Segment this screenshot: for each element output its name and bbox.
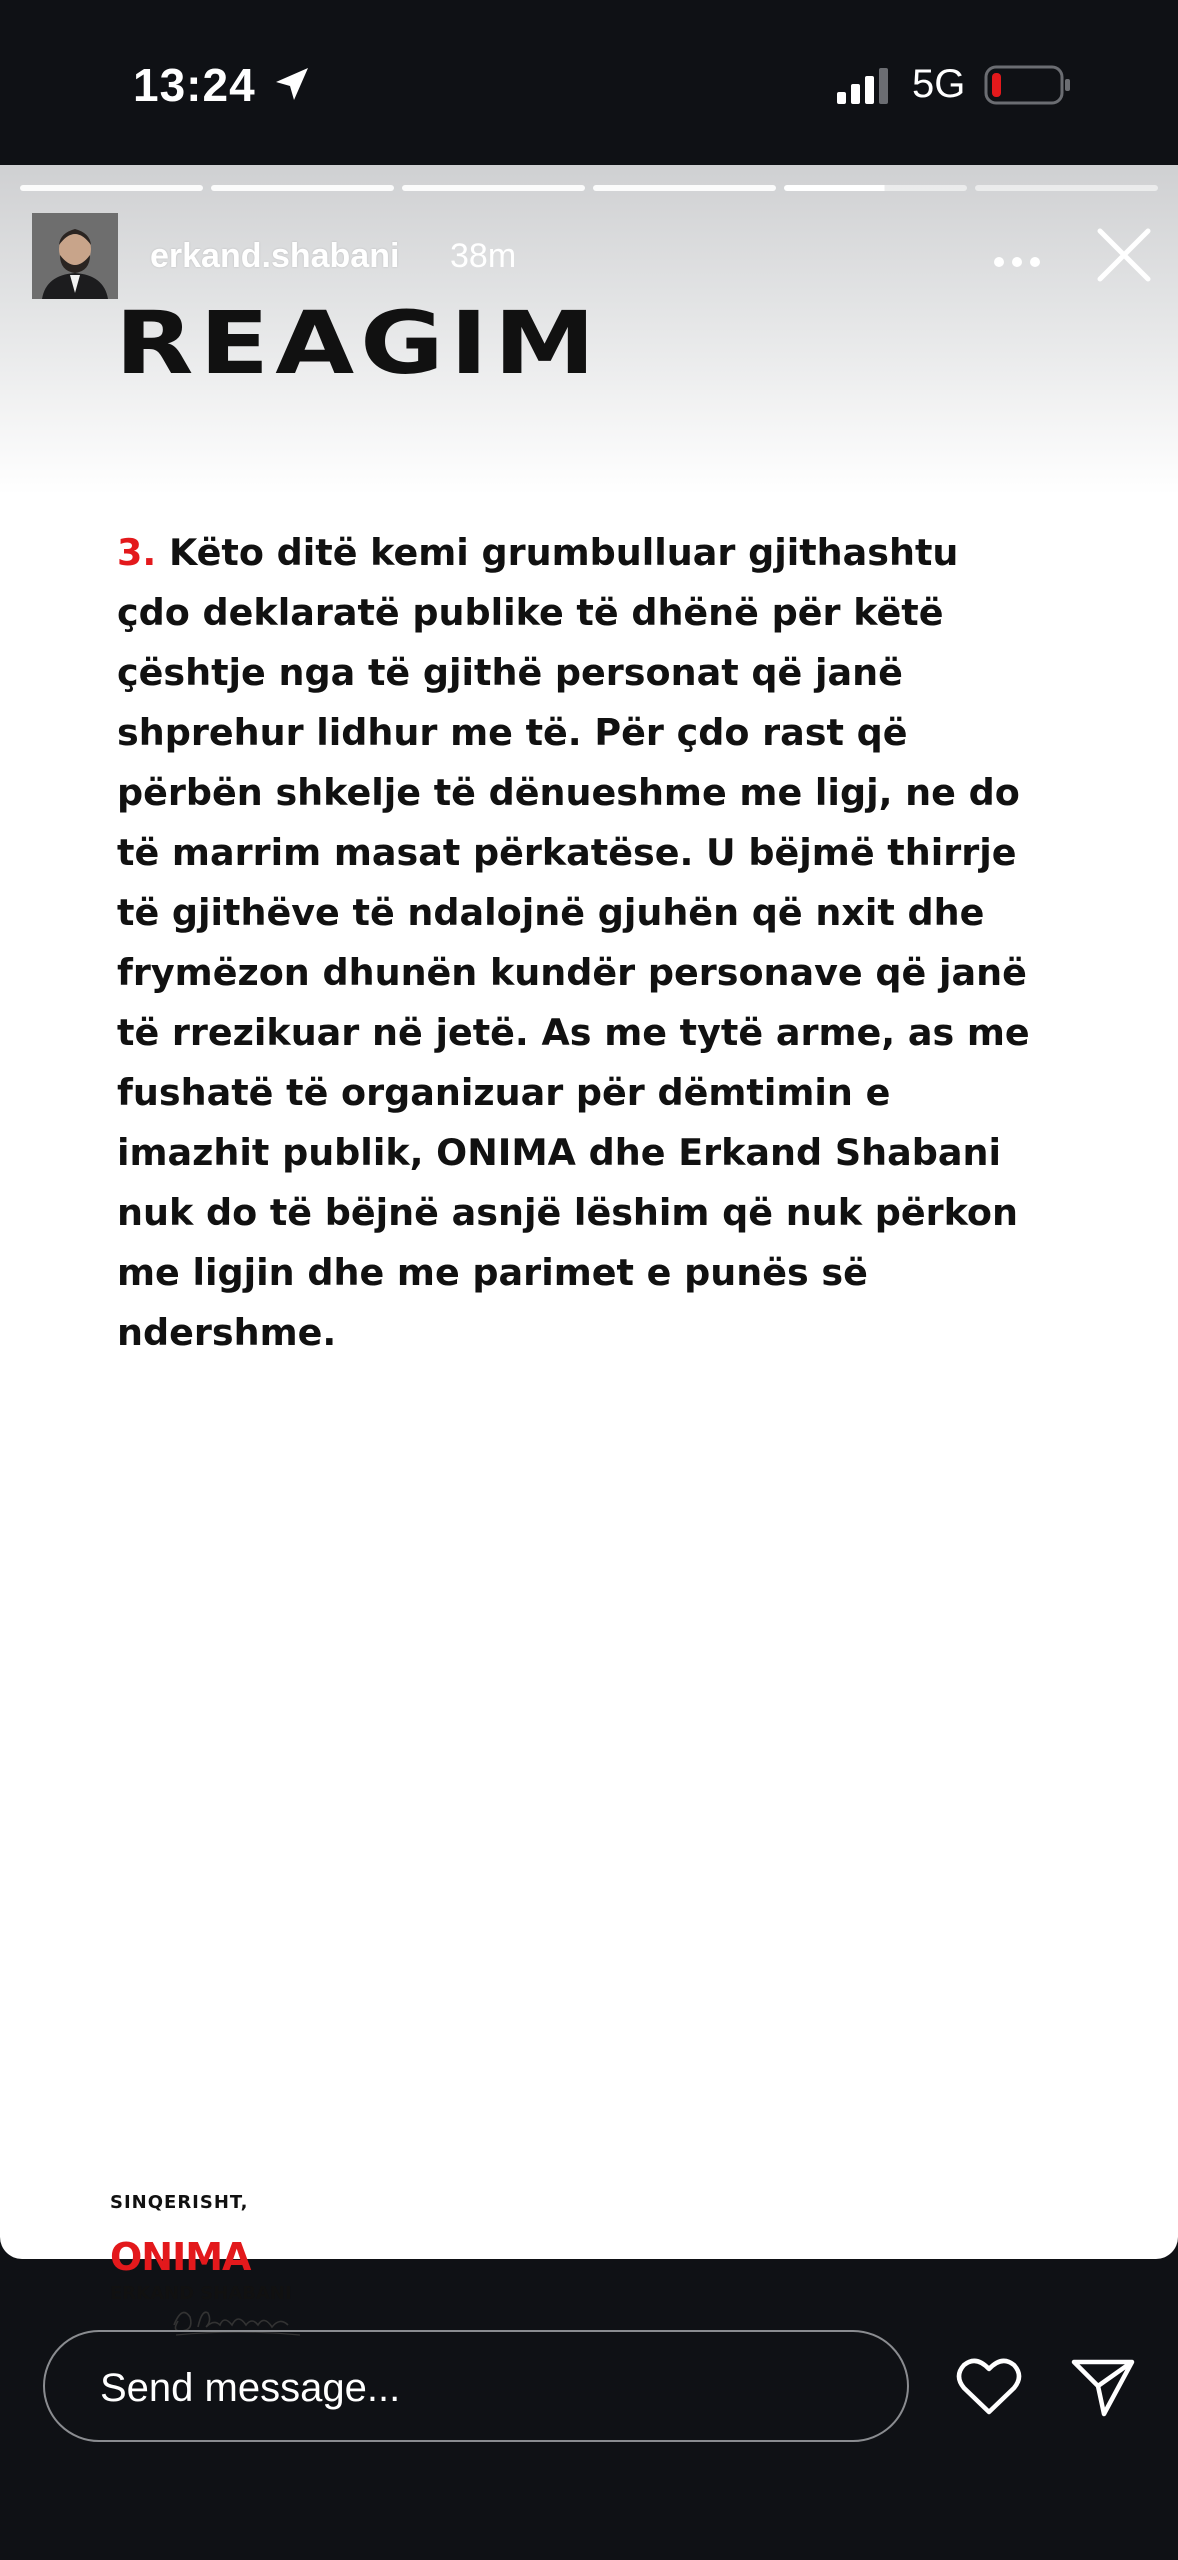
progress-segment — [20, 185, 203, 191]
paragraph-line: shprehur lidhur me të. Për çdo rast që — [117, 711, 908, 754]
story-card[interactable] — [0, 165, 1178, 2304]
avatar[interactable] — [32, 213, 118, 299]
paragraph-line: imazhit publik, ONIMA dhe Erkand Shabani — [117, 1131, 1002, 1174]
story-progress-bar — [20, 185, 1158, 191]
paragraph-line: përbën shkelje të dënueshme me ligj, ne do — [117, 771, 1020, 814]
paragraph-line: fushatë të organizuar për dëmtimin e — [117, 1071, 891, 1114]
close-icon[interactable] — [1094, 225, 1154, 285]
network-type: 5G — [912, 62, 966, 106]
paragraph-line: të gjithëve të ndalojnë gjuhën që nxit dhe — [117, 891, 985, 934]
more-options-icon[interactable] — [992, 255, 1042, 269]
logo-subtitle: ERKAND SHABANI — [110, 2283, 292, 2304]
send-icon[interactable] — [1070, 2356, 1136, 2418]
progress-segment — [402, 185, 585, 191]
status-bar — [0, 0, 1178, 165]
paragraph-line: frymëzon dhunën kundër personave që janë — [117, 951, 1027, 994]
paragraph-line: 3. Këto ditë kemi grumbulluar gjithashtu — [117, 531, 959, 574]
progress-segment — [975, 185, 1158, 191]
paragraph-line: ndershme. — [117, 1311, 337, 1354]
story-time-ago: 38m — [450, 237, 517, 275]
paragraph-line: me ligjin dhe me parimet e punës së — [117, 1251, 868, 1294]
paragraph-line: nuk do të bëjnë asnjë lëshim që nuk përkon — [117, 1191, 1018, 1234]
progress-segment — [211, 185, 394, 191]
heart-icon[interactable] — [956, 2356, 1022, 2416]
status-time: 13:24 — [133, 59, 256, 111]
sign-off: SINQERISHT, — [110, 2192, 249, 2213]
story-paragraph — [117, 523, 1077, 1363]
paragraph-line: të marrim masat përkatëse. U bëjmë thirrje — [117, 831, 1017, 874]
paragraph-line: çdo deklaratë publike të dhënë për këtë — [117, 591, 944, 634]
send-message-input[interactable] — [43, 2330, 909, 2442]
cellular-signal-icon — [835, 66, 895, 106]
avatar-image — [32, 213, 118, 299]
paragraph-line: të rrezikuar në jetë. As me tytë arme, as me — [117, 1011, 1030, 1054]
story-username[interactable]: erkand.shabani — [150, 237, 400, 275]
battery-low-icon — [984, 64, 1072, 106]
progress-segment — [593, 185, 776, 191]
progress-segment-current — [784, 185, 967, 191]
message-placeholder: Send message... — [100, 2366, 401, 2410]
location-arrow-icon — [272, 64, 312, 104]
story-headline: REAGIM — [115, 293, 602, 395]
paragraph-line: çështje nga të gjithë personat që janë — [117, 651, 903, 694]
onima-logo: ONIMA — [110, 2235, 251, 2279]
paragraph-number: 3. — [117, 531, 157, 574]
